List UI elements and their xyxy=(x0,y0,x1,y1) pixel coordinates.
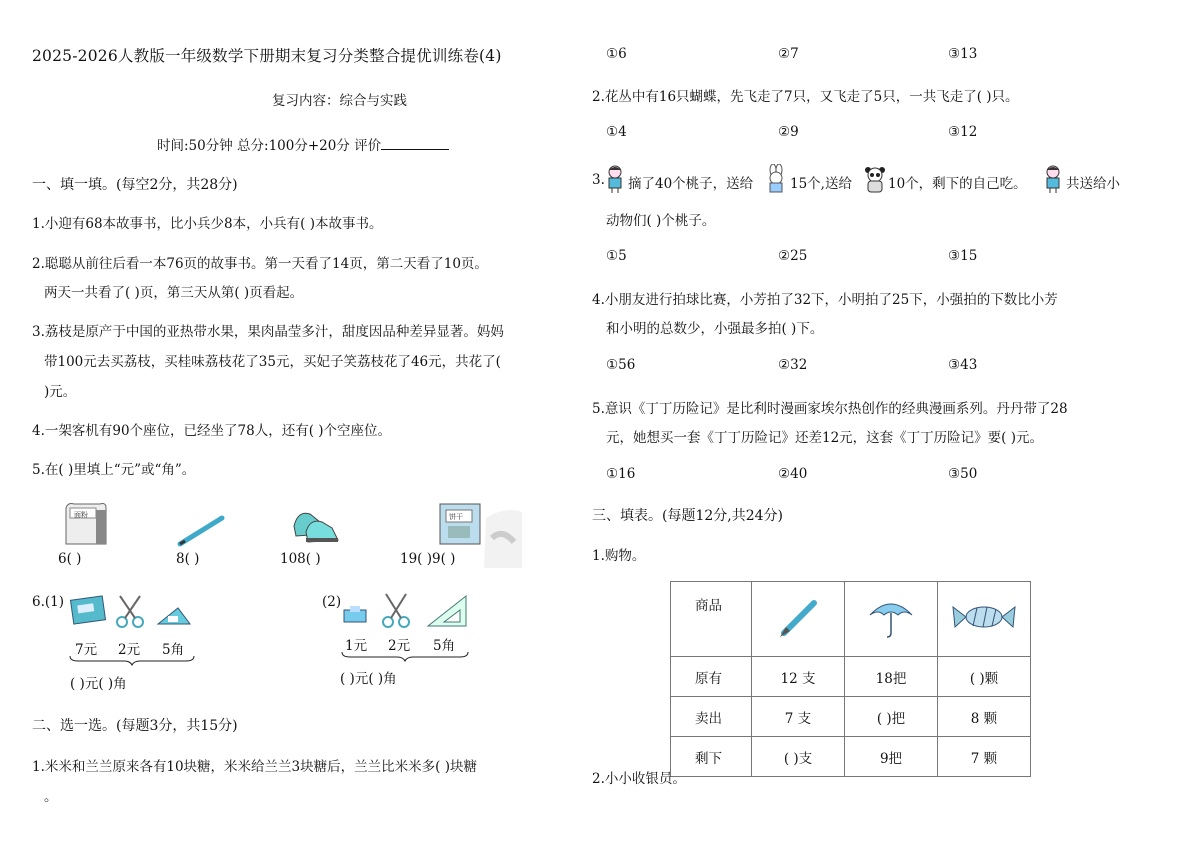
table-header-goods: 商品 xyxy=(671,582,752,657)
choice-3-text-3: 10个，剩下的自己吃。 xyxy=(888,176,1027,192)
choice-4-option-2[interactable]: ②32 xyxy=(778,357,808,373)
choice-3-option-2[interactable]: ②25 xyxy=(778,248,808,264)
choice-4-line-1: 4.小朋友进行拍球比赛，小芳拍了32下，小明拍了25下，小强拍的下数比小芳 xyxy=(592,292,1058,308)
table-row-label: 卖出 xyxy=(671,697,752,737)
q5-item-3[interactable]: 108( ) xyxy=(280,551,321,567)
table-row-label: 剩下 xyxy=(671,737,752,777)
table-row xyxy=(671,657,1031,697)
choice-4-option-3[interactable]: ③43 xyxy=(948,357,978,373)
q6-2-price-3: 5角 xyxy=(433,638,456,654)
choice-1-line-1: 1.米米和兰兰原来各有10块糖，米米给兰兰3块糖后，兰兰比米米多( )块糖 xyxy=(32,759,477,775)
flour-bag-label: 面粉 xyxy=(74,511,88,519)
q6-2-brace xyxy=(340,650,470,662)
question-1-3-line-3: )元。 xyxy=(44,384,77,400)
exam-meta-text: 时间:50分钟 总分:100分+20分 评价 xyxy=(157,138,382,154)
choice-3-text-1: 摘了40个桃子，送给 xyxy=(628,176,754,192)
table-header-row xyxy=(671,582,1031,657)
choice-3-text-4: 共送给小 xyxy=(1066,176,1120,192)
question-1-4: 4.一架客机有90个座位，已经坐了78人，还有( )个空座位。 xyxy=(32,423,392,439)
choice-1-option-2[interactable]: ②7 xyxy=(778,46,799,62)
set-square-icon xyxy=(428,596,466,626)
q6-1-brace xyxy=(68,654,196,666)
fountain-pen-icon xyxy=(776,597,820,637)
q5-item-1[interactable]: 6( ) xyxy=(58,551,82,567)
question-1-2-line-1: 2.聪聪从前往后看一本76页的故事书。第一天看了14页，第二天看了10页。 xyxy=(32,256,488,272)
eraser-icon xyxy=(344,606,366,622)
choice-4-line-2: 和小明的总数少，小强最多拍( )下。 xyxy=(606,321,824,337)
q6-2-price-2: 2元 xyxy=(388,638,411,654)
table-cell: 12 支 xyxy=(752,657,845,697)
question-1-5: 5.在( )里填上“元”或“角”。 xyxy=(32,462,196,478)
table-header-pen xyxy=(752,582,845,657)
scissors-icon xyxy=(383,594,409,627)
choice-3-text-2: 15个,送给 xyxy=(790,176,852,192)
q6-2-answer[interactable]: ( )元( )角 xyxy=(340,671,397,687)
table-header-umbrella xyxy=(845,582,938,657)
question-1-2-line-2: 两天一共看了( )页，第三天从第( )页看起。 xyxy=(44,285,304,301)
choice-4-option-1[interactable]: ①56 xyxy=(606,357,636,373)
choice-3-option-3[interactable]: ③15 xyxy=(948,248,978,264)
question-1-3-line-2: 带100元去买荔枝，买桂味荔枝花了35元，买妃子笑荔枝花了46元，共花了( xyxy=(44,354,501,370)
choice-3-line-2: 动物们( )个桃子。 xyxy=(606,213,716,229)
question-1-6-part-2: (2) xyxy=(322,594,342,610)
q5-item-4[interactable]: 19( )9( ) xyxy=(400,551,456,567)
choice-5-option-3[interactable]: ③50 xyxy=(948,466,978,482)
choice-1-line-2: 。 xyxy=(44,789,58,805)
pencil-icon xyxy=(176,512,226,548)
question-1-1: 1.小迎有68本故事书，比小兵少8本，小兵有( )本故事书。 xyxy=(32,216,383,232)
exam-meta xyxy=(157,134,449,154)
choice-5-line-1: 5.意识《丁丁历险记》是比利时漫画家埃尔热创作的经典漫画系列。丹丹带了28 xyxy=(592,401,1068,417)
choice-2-option-1[interactable]: ①4 xyxy=(606,124,627,140)
table-row-label: 原有 xyxy=(671,657,752,697)
q6-2-price-1: 1元 xyxy=(345,638,368,654)
table-cell[interactable]: ( )把 xyxy=(845,697,938,737)
flour-bag-icon xyxy=(60,500,112,548)
table-row xyxy=(671,697,1031,737)
choice-5-option-2[interactable]: ②40 xyxy=(778,466,808,482)
table-1-label: 1.购物。 xyxy=(592,548,646,564)
table-cell[interactable]: ( )支 xyxy=(752,737,845,777)
section-1-heading: 一、填一填。(每空2分，共28分) xyxy=(32,177,238,193)
table-cell: 7 支 xyxy=(752,697,845,737)
table-header-candy xyxy=(938,582,1031,657)
review-content: 复习内容：综合与实践 xyxy=(272,93,407,109)
biscuit-box-label: 饼干 xyxy=(449,513,463,521)
table-cell: 9把 xyxy=(845,737,938,777)
candy-icon xyxy=(949,599,1019,635)
choice-1-option-1[interactable]: ①6 xyxy=(606,46,627,62)
pencil-sharpener-icon xyxy=(158,608,190,624)
choice-2: 2.花丛中有16只蝴蝶，先飞走了7只，又飞走了5只，一共飞走了( )只。 xyxy=(592,89,1019,105)
umbrella-icon xyxy=(866,595,916,639)
q6-2-items xyxy=(340,590,472,630)
q6-1-price-2: 2元 xyxy=(118,642,141,658)
table-cell: 18把 xyxy=(845,657,938,697)
notebook-icon xyxy=(70,596,105,624)
girl-icon xyxy=(1042,164,1064,194)
q5-item-2[interactable]: 8( ) xyxy=(176,551,200,567)
girl-icon xyxy=(604,164,626,194)
choice-3-option-1[interactable]: ①5 xyxy=(606,248,627,264)
table-cell[interactable]: ( )颗 xyxy=(938,657,1031,697)
question-1-3-line-1: 3.荔枝是原产于中国的亚热带水果，果肉晶莹多汁，甜度因品种差异显著。妈妈 xyxy=(32,324,504,340)
panda-icon xyxy=(862,164,888,194)
page-title: 2025-2026人教版一年级数学下册期末复习分类整合提优训练卷(4) xyxy=(32,47,502,65)
table-row xyxy=(671,737,1031,777)
choice-5-line-2: 元，她想买一套《丁丁历险记》还差12元，这套《丁丁历险记》要( )元。 xyxy=(606,430,1044,446)
shoes-icon xyxy=(290,500,342,546)
choice-5-option-1[interactable]: ①16 xyxy=(606,466,636,482)
rabbit-icon xyxy=(764,164,788,194)
q6-1-answer[interactable]: ( )元( )角 xyxy=(70,676,127,692)
section-2-heading: 二、选一选。(每题3分，共15分) xyxy=(32,718,238,734)
choice-2-option-2[interactable]: ②9 xyxy=(778,124,799,140)
q6-1-price-1: 7元 xyxy=(75,642,98,658)
question-1-6-part-1: 6.(1) xyxy=(32,594,65,610)
scissors-icon xyxy=(117,596,143,627)
table-cell: 7 颗 xyxy=(938,737,1031,777)
choice-3-num: 3. xyxy=(592,172,605,188)
table-cell: 8 颗 xyxy=(938,697,1031,737)
table-2-label: 2.小小收银员。 xyxy=(592,771,686,787)
evaluation-blank[interactable] xyxy=(381,137,449,150)
choice-2-option-3[interactable]: ③12 xyxy=(948,124,978,140)
shopping-table xyxy=(670,581,1031,777)
choice-1-option-3[interactable]: ③13 xyxy=(948,46,978,62)
q6-1-items xyxy=(68,594,196,630)
q6-1-price-3: 5角 xyxy=(162,642,185,658)
section-3-heading: 三、填表。(每题12分,共24分) xyxy=(592,508,784,524)
